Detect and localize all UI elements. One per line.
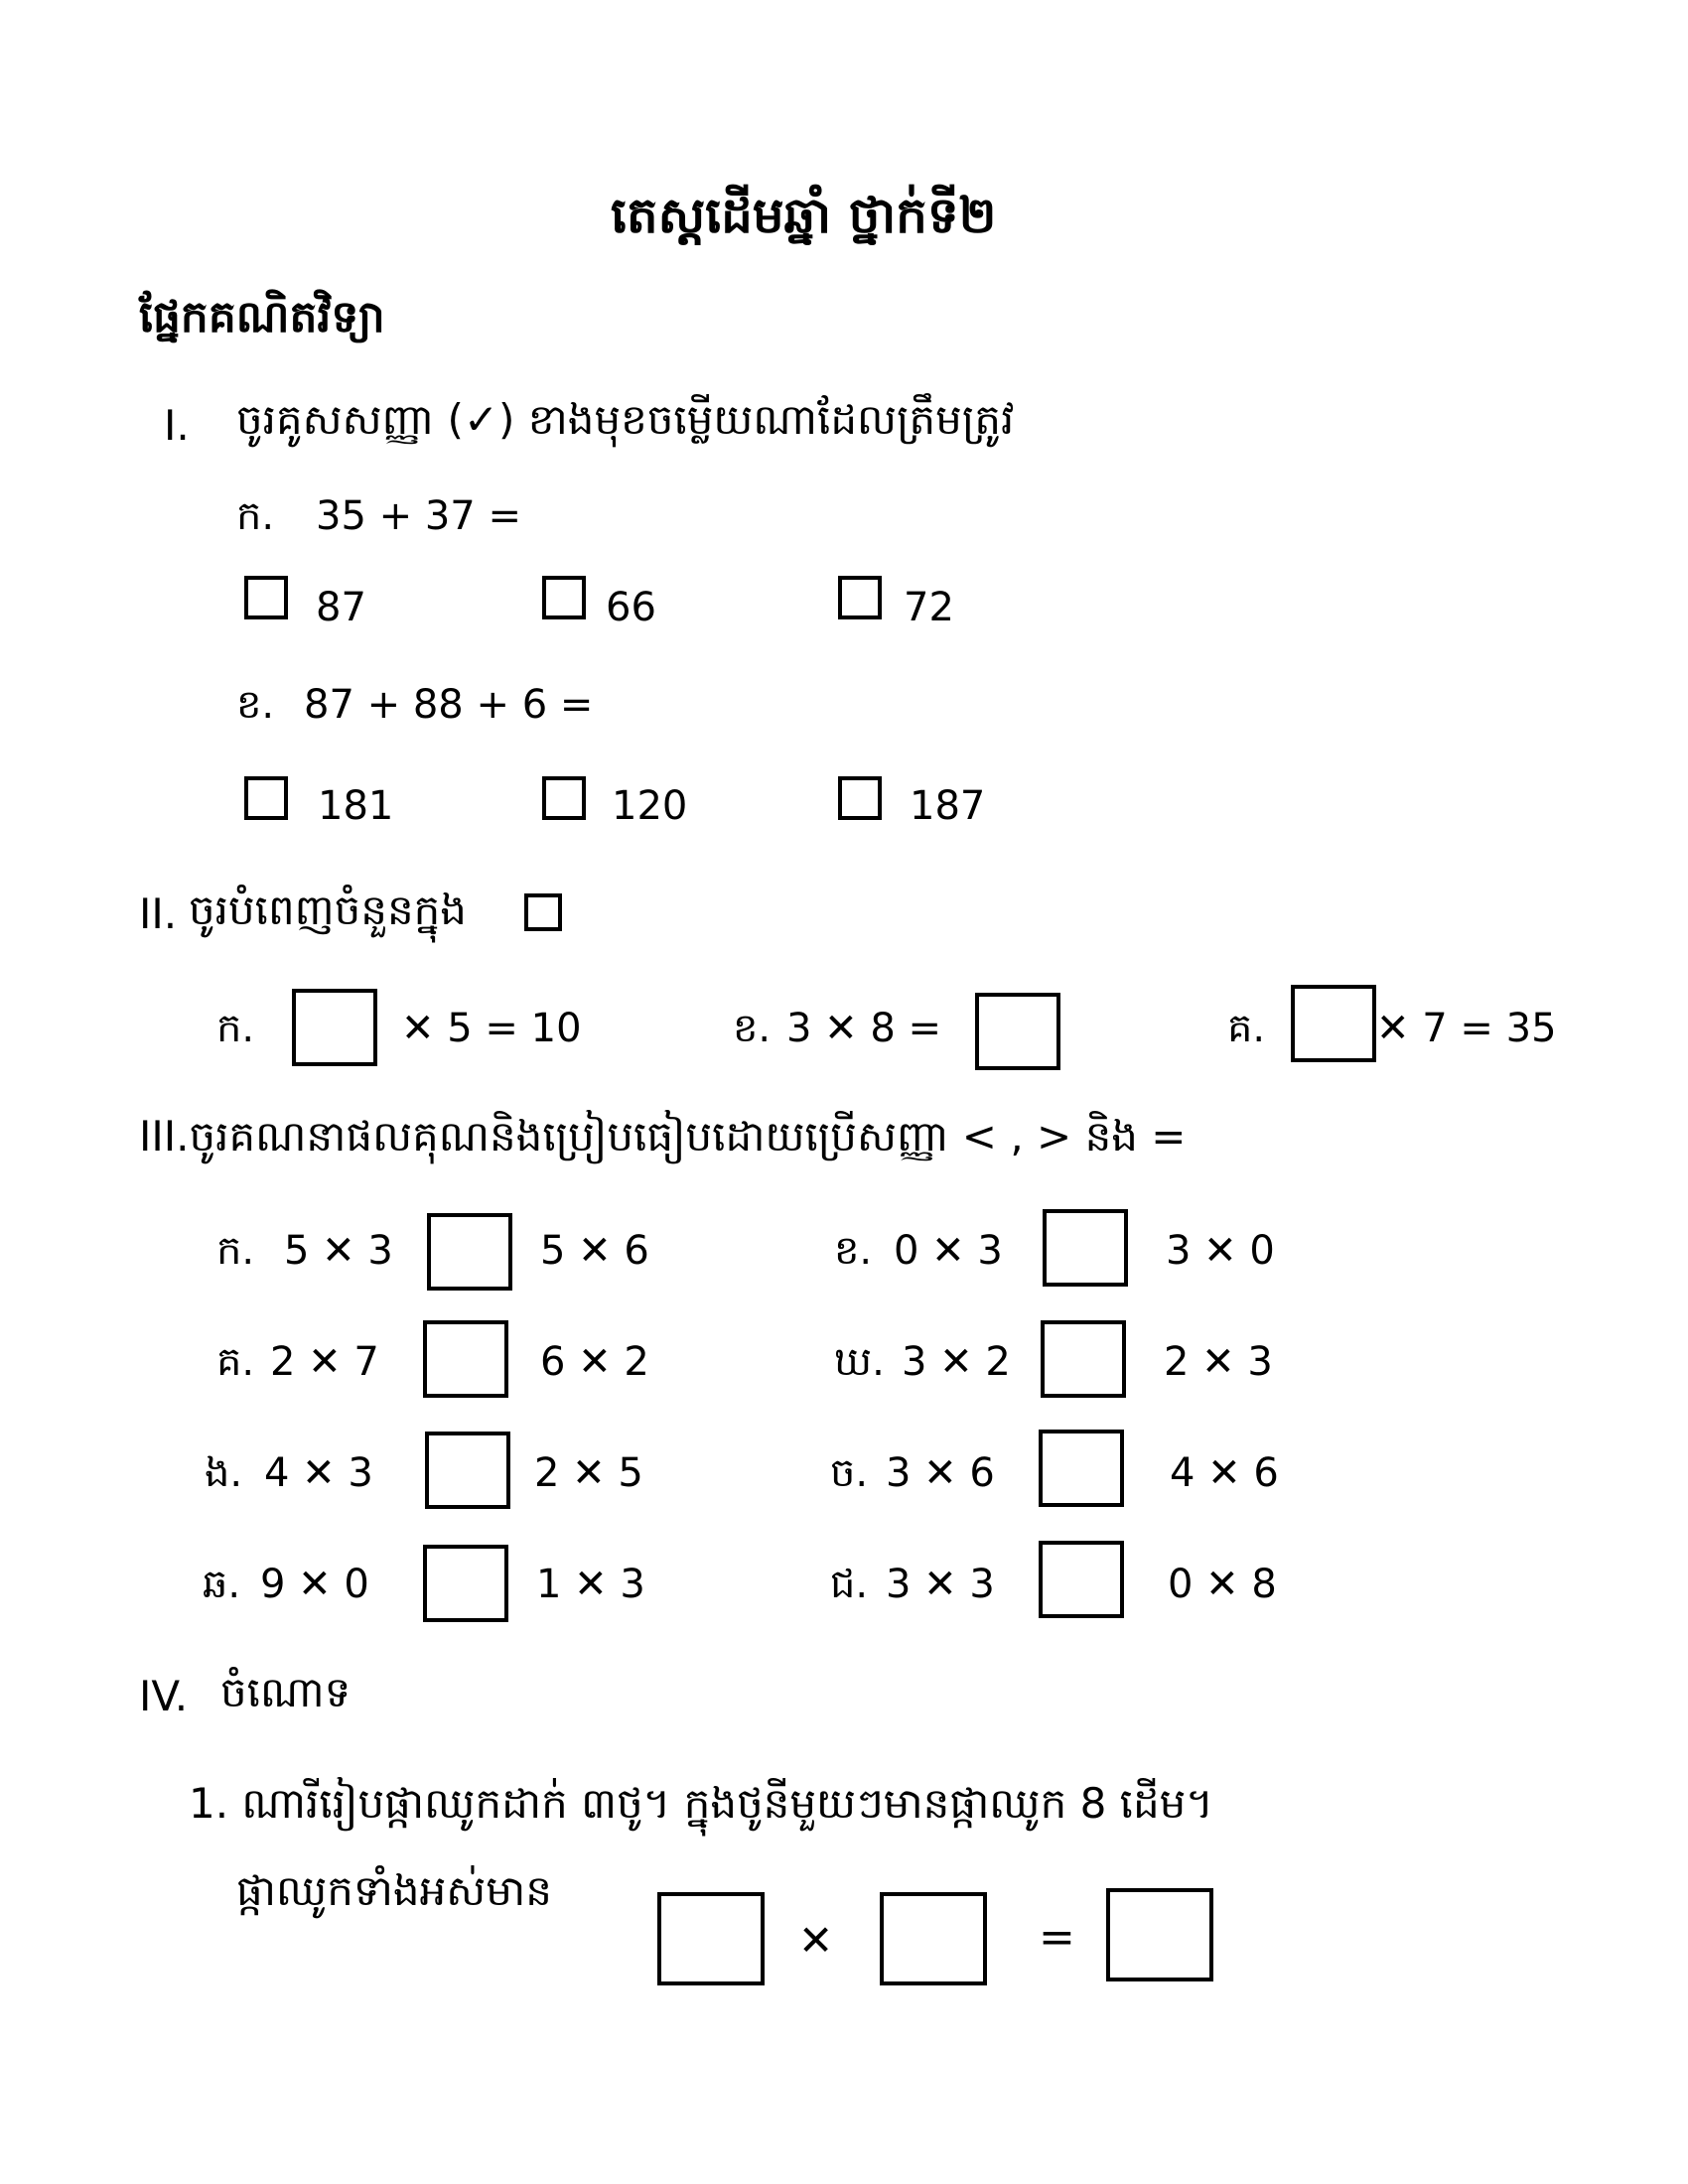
answer-box-product[interactable] <box>1106 1888 1213 1981</box>
s3-item-5-right: 2 ✕ 5 <box>534 1450 643 1496</box>
q1-expression: 35 + 37 = <box>316 493 521 539</box>
s3-item-5-compare-box[interactable] <box>425 1432 510 1509</box>
s3-item-4-label: ឃ. <box>834 1339 885 1385</box>
s3-item-2-left: 0 ✕ 3 <box>894 1228 1003 1274</box>
s3-item-8-label: ជ. <box>830 1562 869 1607</box>
s3-item-1-right: 5 ✕ 6 <box>540 1228 649 1274</box>
answer-box-factor-2[interactable] <box>880 1892 987 1985</box>
s2-c-label: គ. <box>1227 1006 1266 1051</box>
s3-item-7-left: 9 ✕ 0 <box>260 1562 369 1607</box>
s3-item-5-left: 4 ✕ 3 <box>264 1450 373 1496</box>
s3-item-8-compare-box[interactable] <box>1039 1541 1124 1618</box>
section1-numeral: I. <box>164 401 190 450</box>
section4-title: ចំណោទ <box>220 1668 352 1716</box>
s3-item-3-left: 2 ✕ 7 <box>270 1339 379 1385</box>
times-sign: ✕ <box>798 1916 834 1965</box>
s3-item-8-right: 0 ✕ 8 <box>1168 1562 1277 1607</box>
q2-expression: 87 + 88 + 6 = <box>304 682 594 728</box>
subject-heading: ផ្នែកគណិតវិទ្យា <box>139 292 385 342</box>
s3-item-3-label: គ. <box>216 1339 255 1385</box>
q2-option-3-label: 187 <box>910 783 986 829</box>
q1-option-1-label: 87 <box>316 585 366 630</box>
s2-c-rest: ✕ 7 = 35 <box>1376 1006 1557 1051</box>
s3-item-7-label: ឆ. <box>203 1562 241 1607</box>
q1-option-3-checkbox[interactable] <box>838 576 882 619</box>
s3-item-1-left: 5 ✕ 3 <box>284 1228 393 1274</box>
q2-option-3-checkbox[interactable] <box>838 776 882 820</box>
s3-item-7-right: 1 ✕ 3 <box>536 1562 645 1607</box>
s3-item-2-label: ខ. <box>834 1228 873 1274</box>
section1-instruction: ចូរគូសសញ្ញា (✓) ខាងមុខចម្លើយណាដែលត្រឹមត្រូវ <box>236 395 1015 444</box>
s3-item-6-label: ច. <box>830 1450 869 1496</box>
q1-option-2-label: 66 <box>606 585 656 630</box>
problem-line-1: 1. ណារីរៀបផ្កាឈូកដាក់ ៣ថូ។ ក្នុងថូនីមួយៗមានផ្កាឈូក 8 ដើម។ <box>189 1779 1213 1828</box>
s3-item-2-right: 3 ✕ 0 <box>1166 1228 1275 1274</box>
equals-sign: = <box>1039 1912 1075 1963</box>
s3-item-1-compare-box[interactable] <box>427 1213 512 1291</box>
q2-option-2-label: 120 <box>612 783 688 829</box>
section2-instruction: ចូរបំពេញចំនួនក្នុង <box>189 886 467 934</box>
s2-b-expression: 3 ✕ 8 = <box>786 1006 942 1051</box>
q2-option-2-checkbox[interactable] <box>542 776 586 820</box>
s3-item-4-left: 3 ✕ 2 <box>902 1339 1011 1385</box>
s3-item-7-compare-box[interactable] <box>423 1545 508 1622</box>
q2-option-1-checkbox[interactable] <box>244 776 288 820</box>
q1-option-3-label: 72 <box>904 585 954 630</box>
s3-item-5-label: ង. <box>205 1450 243 1496</box>
s3-item-4-right: 2 ✕ 3 <box>1164 1339 1273 1385</box>
s3-item-6-left: 3 ✕ 6 <box>886 1450 995 1496</box>
q2-option-1-label: 181 <box>318 783 394 829</box>
s3-item-4-compare-box[interactable] <box>1041 1320 1126 1398</box>
q2-label: ខ. <box>236 682 275 728</box>
s3-item-6-right: 4 ✕ 6 <box>1170 1450 1279 1496</box>
q1-option-1-checkbox[interactable] <box>244 576 288 619</box>
s3-item-2-compare-box[interactable] <box>1043 1209 1128 1287</box>
section2-box-symbol <box>524 893 562 931</box>
s2-b-label: ខ. <box>733 1006 772 1051</box>
problem-line-2: ផ្កាឈូកទាំងអស់មាន <box>236 1866 552 1915</box>
s3-item-8-left: 3 ✕ 3 <box>886 1562 995 1607</box>
s3-item-1-label: ក. <box>216 1228 255 1274</box>
section2-numeral: II. <box>139 889 178 938</box>
s2-a-rest: ✕ 5 = 10 <box>401 1006 582 1051</box>
s3-item-6-compare-box[interactable] <box>1039 1430 1124 1507</box>
section3-instruction: III.ចូរគណនាផលគុណនិងប្រៀបធៀបដោយប្រើសញ្ញា < , > និង = <box>139 1112 1187 1160</box>
s3-item-3-right: 6 ✕ 2 <box>540 1339 649 1385</box>
s2-b-answer-box[interactable] <box>975 993 1060 1070</box>
s3-item-3-compare-box[interactable] <box>423 1320 508 1398</box>
section4-numeral: IV. <box>139 1672 189 1720</box>
s2-a-answer-box[interactable] <box>292 989 377 1066</box>
page-title: តេស្តដើមឆ្នាំ ថ្នាក់ទី២ <box>611 187 997 244</box>
q1-option-2-checkbox[interactable] <box>542 576 586 619</box>
s2-a-label: ក. <box>216 1006 255 1051</box>
s2-c-answer-box[interactable] <box>1291 985 1376 1062</box>
answer-box-factor-1[interactable] <box>657 1892 765 1985</box>
q1-label: ក. <box>236 493 275 539</box>
